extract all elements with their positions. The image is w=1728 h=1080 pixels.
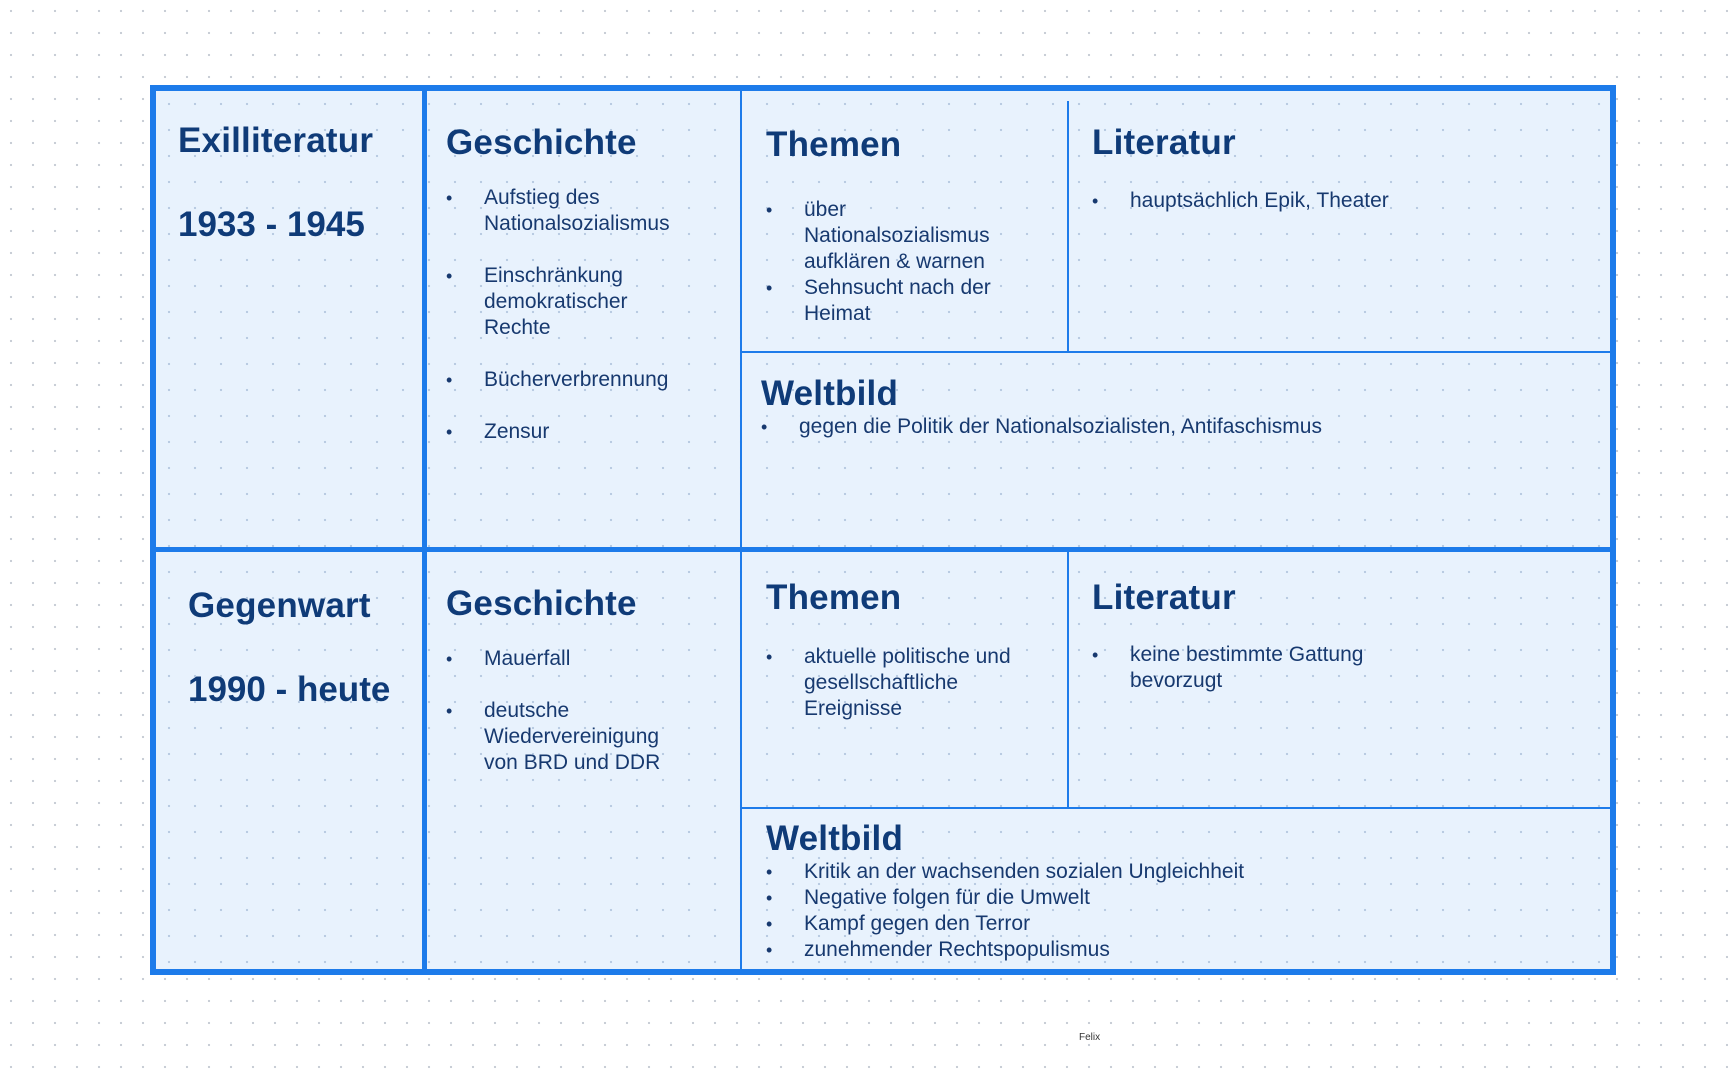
literatur-title: Literatur [1092,123,1236,162]
divider-themen-literatur-row1 [1067,101,1069,351]
list-item: • Kampf gegen den Terror [766,911,1606,937]
themen-list [766,197,1061,327]
list-item: • Sehnsucht nach der Heimat [766,275,1061,327]
themen-cell-row2 [766,578,1061,803]
epoch-years: 1990 - heute [188,670,391,709]
geschichte-cell-row2 [446,584,736,964]
divider-row [156,547,1610,552]
list-item: • Aufstieg des Nationalsozialismus [446,185,736,237]
list-item: • über Nationalsozialismus aufklären & warnen [766,197,1061,275]
divider-epoch-column [422,91,427,969]
divider-geschichte-column [740,91,742,969]
list-item: • Mauerfall [446,646,736,672]
themen-title: Themen [766,125,902,164]
weltbild-list [761,414,1601,440]
epoch-name: Gegenwart [188,586,371,625]
list-item: • aktuelle politische und gesellschaftliche Ereignisse [766,644,1061,722]
literatur-cell-row1 [1092,123,1592,348]
list-item: • Bücherverbrennung [446,367,736,393]
epochs-overview-board [150,85,1616,975]
literatur-title: Literatur [1092,578,1236,617]
list-item: • keine bestimmte Gattung bevorzugt [1092,642,1392,694]
weltbild-title: Weltbild [766,819,904,858]
themen-title: Themen [766,578,902,617]
epoch-years: 1933 - 1945 [178,205,365,244]
geschichte-list [446,646,736,776]
themen-cell-row1 [766,125,1061,350]
epoch-name: Exilliteratur [178,121,374,160]
epoch-cell-row2 [188,586,420,956]
weltbild-title: Weltbild [761,374,899,413]
geschichte-list [446,185,736,445]
list-item: • zunehmender Rechtspopulismus [766,937,1606,963]
divider-weltbild-row2 [742,807,1610,809]
divider-themen-literatur-row2 [1067,552,1069,807]
literatur-cell-row2 [1092,578,1592,803]
list-item: • Negative folgen für die Umwelt [766,885,1606,911]
list-item: • Zensur [446,419,736,445]
list-item: • gegen die Politik der Nationalsozialisten, Antifaschismus [761,414,1601,440]
epoch-cell-row1 [178,121,418,521]
divider-weltbild-row1 [742,351,1610,353]
literatur-list [1092,188,1592,214]
list-item: • Kritik an der wachsenden sozialen Ungleichheit [766,859,1606,885]
list-item: • deutsche Wiedervereinigung von BRD und DDR [446,698,736,776]
weltbild-cell-row1 [761,374,1601,544]
geschichte-title: Geschichte [446,584,637,623]
list-item: • Einschränkung demokratischer Rechte [446,263,736,341]
list-item: • hauptsächlich Epik, Theater [1092,188,1592,214]
author-signature: Felix [1079,1032,1101,1043]
geschichte-cell-row1 [446,123,736,533]
themen-list [766,644,1061,722]
geschichte-title: Geschichte [446,123,637,162]
weltbild-list [766,859,1606,963]
literatur-list [1092,642,1392,694]
weltbild-cell-row2 [766,819,1606,969]
